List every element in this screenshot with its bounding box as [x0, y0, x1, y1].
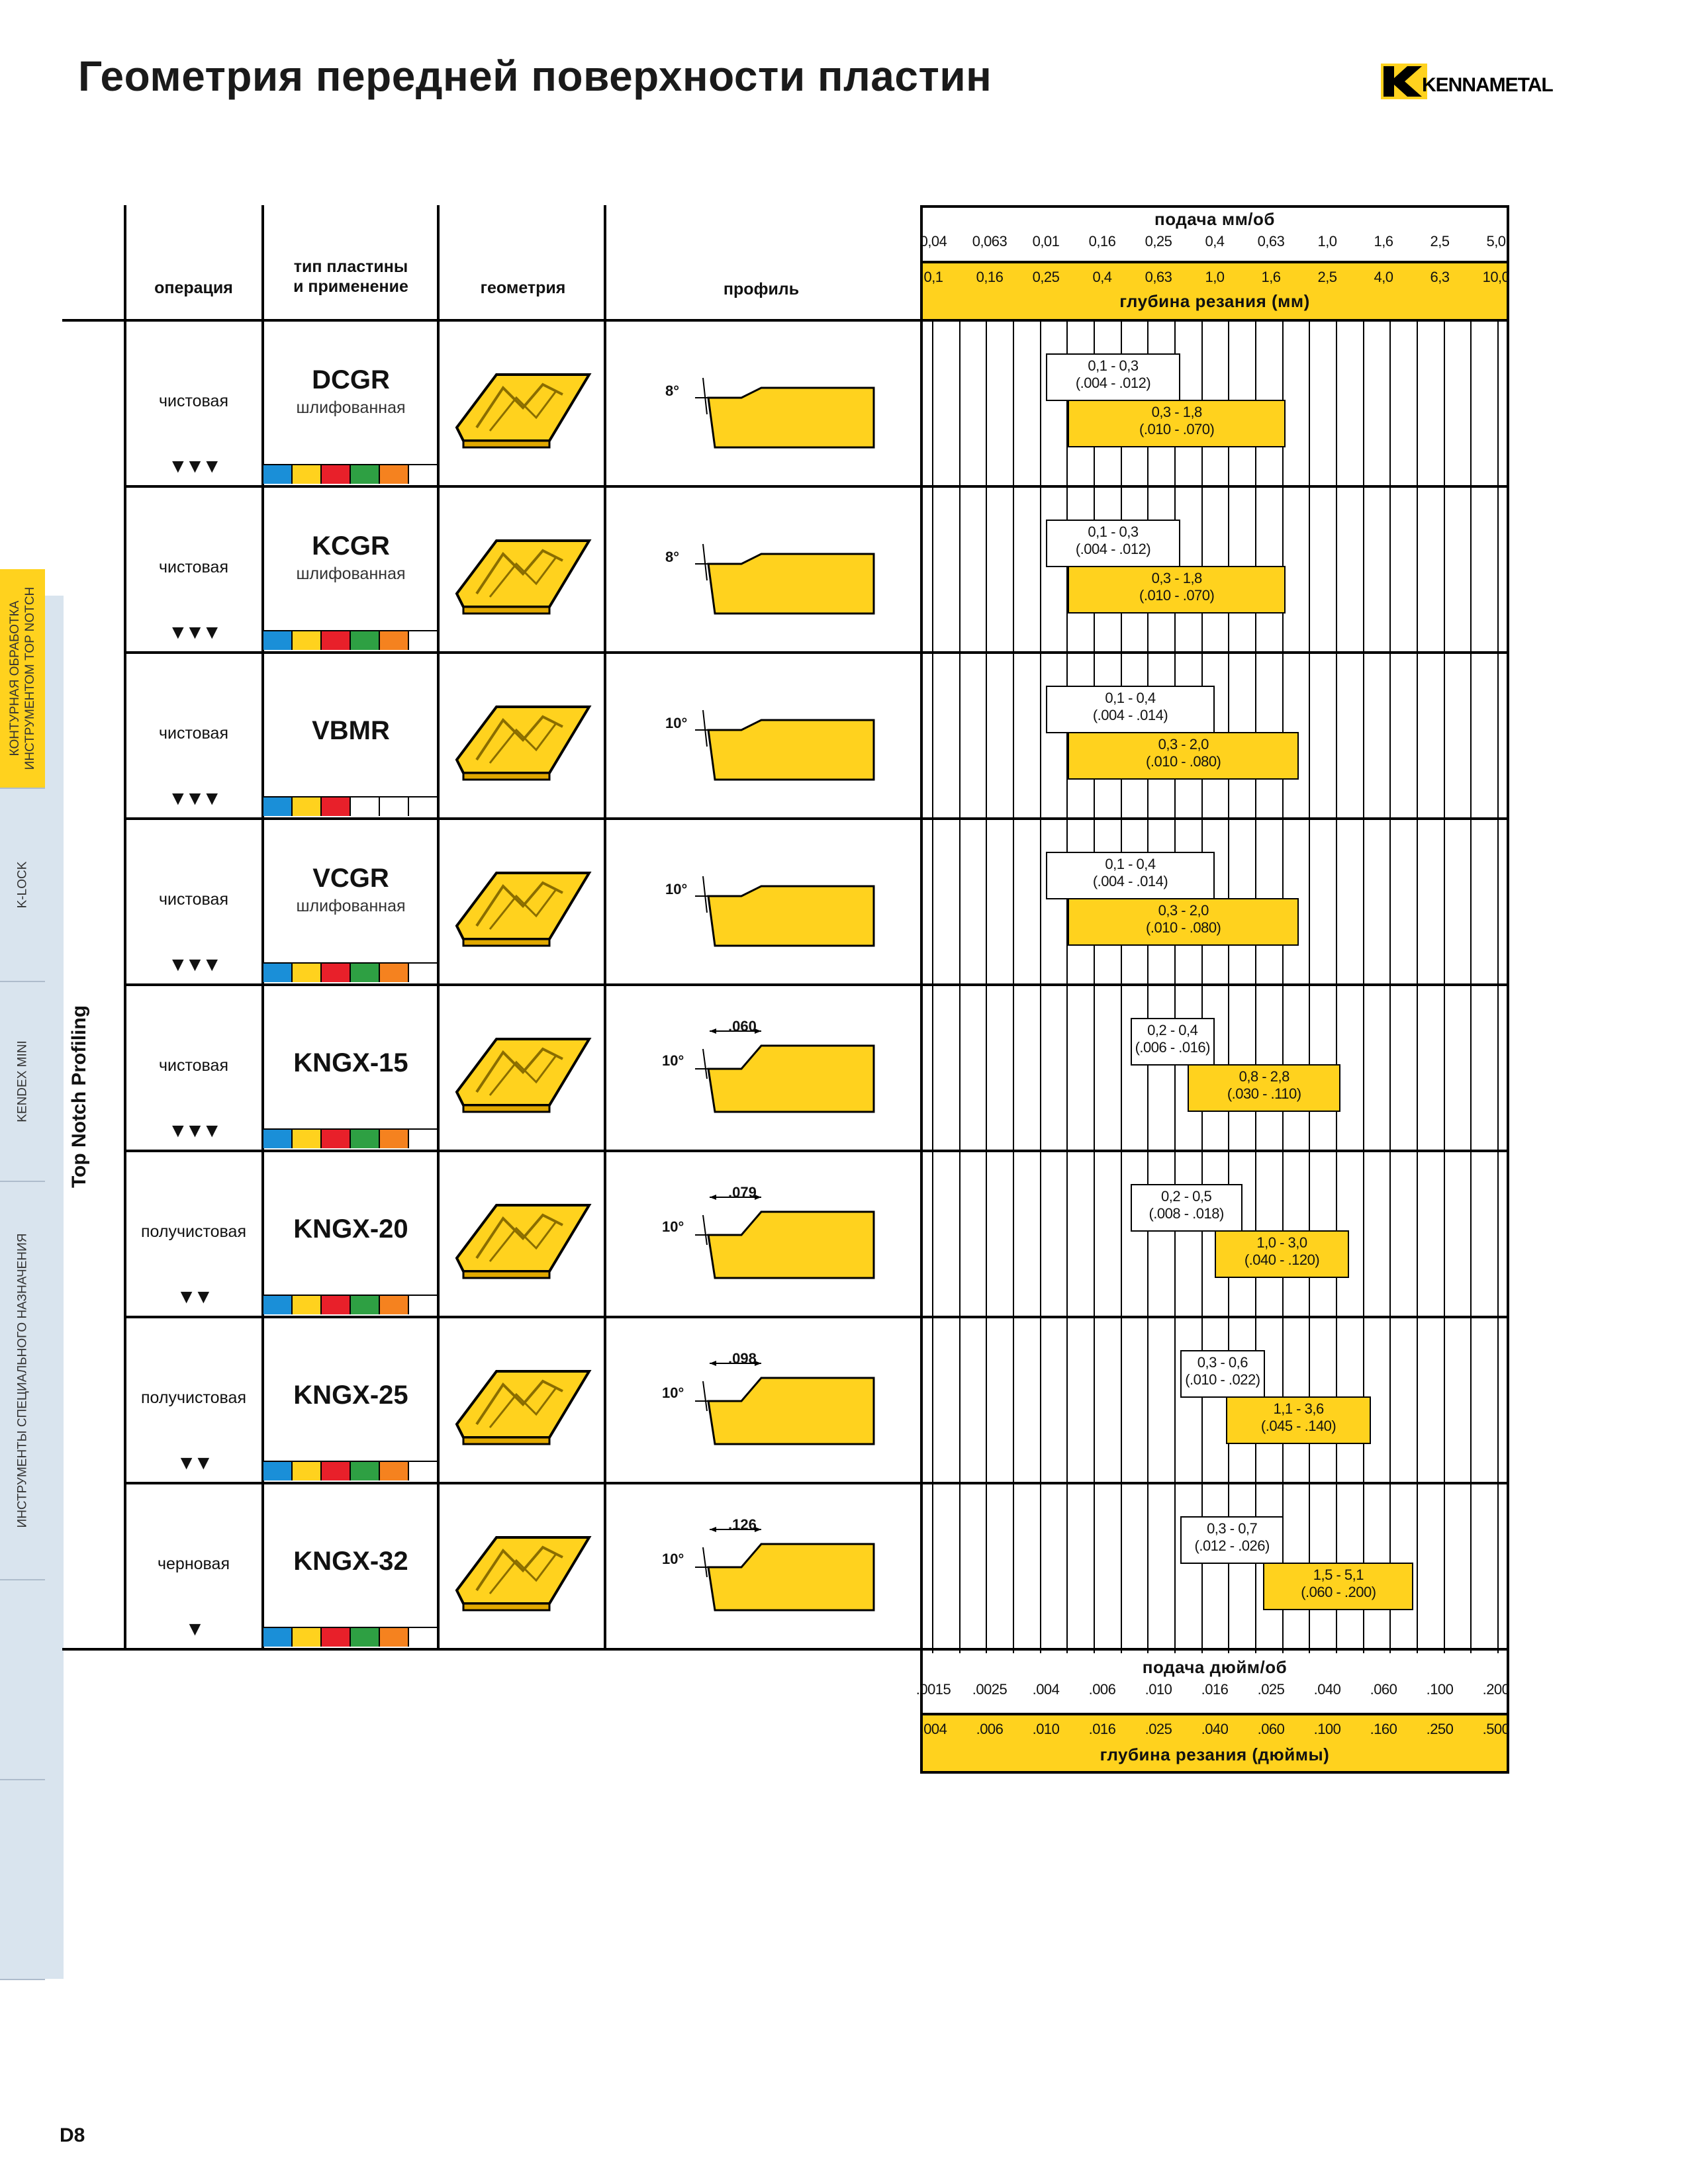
doc-range-box: [1068, 566, 1286, 614]
doc-range-box: [1068, 400, 1286, 447]
profile-angle: 10°: [662, 1551, 684, 1567]
grade-color-swatch: [351, 1462, 380, 1480]
chart-row-divider: [920, 485, 1509, 488]
doc-range-mm: 0,3 - 1,8: [1151, 404, 1202, 420]
bottom-feed-tick: .006: [1088, 1681, 1116, 1698]
grid-line: [986, 322, 987, 1653]
side-tab-label: K-LOCK: [15, 861, 30, 909]
grade-color-swatch: [322, 1462, 351, 1480]
grade-color-swatch: [322, 631, 351, 650]
doc-range-mm: 1,1 - 3,6: [1273, 1400, 1324, 1417]
feed-range-box: [1131, 1184, 1243, 1232]
side-tab-top-notch[interactable]: [0, 569, 45, 789]
feed-range-mm: 0,2 - 0,4: [1147, 1022, 1198, 1038]
grade-color-bar: [263, 796, 438, 816]
insert-type: VBMR: [312, 716, 390, 745]
grade-color-swatch: [351, 797, 380, 816]
grade-color-swatch: [380, 1130, 409, 1148]
top-doc-tick: 0,25: [1032, 269, 1060, 285]
grade-color-bar: [263, 630, 438, 650]
operation-triangles-icon: ▼▼: [176, 1452, 211, 1474]
insert-profile-icon: [655, 348, 880, 461]
insert-geometry-icon: [450, 1013, 596, 1125]
grade-color-swatch: [380, 1628, 409, 1647]
top-doc-label: глубина резания (мм): [1119, 291, 1310, 311]
insert-profile-icon: [655, 1179, 880, 1291]
grade-color-swatch: [351, 1296, 380, 1314]
doc-range-mm: 0,3 - 2,0: [1158, 736, 1209, 752]
chart-row-divider: [920, 1316, 1509, 1318]
axis-divider: [920, 319, 1509, 322]
feed-range-mm: 0,3 - 0,6: [1197, 1354, 1248, 1371]
doc-range-in: (.060 - .200): [1301, 1584, 1376, 1600]
grade-color-swatch: [351, 465, 380, 484]
grade-color-swatch: [380, 797, 409, 816]
grade-color-bar: [263, 1461, 438, 1480]
profile-angle: 10°: [662, 1052, 684, 1069]
side-tab-label-2: ИНСТРУМЕНТОМ TOP NOTCH: [23, 586, 37, 770]
grid-line: [1363, 322, 1364, 1653]
doc-range-mm: 1,0 - 3,0: [1256, 1234, 1307, 1251]
top-doc-tick: 4,0: [1374, 269, 1393, 285]
grade-color-bar: [263, 1627, 438, 1647]
operation-triangles-icon: ▼▼: [176, 1286, 211, 1308]
doc-range-box: [1215, 1230, 1349, 1278]
grade-color-swatch: [351, 1628, 380, 1647]
grade-color-swatch: [263, 1628, 293, 1647]
operation-label: черновая: [158, 1555, 230, 1573]
doc-range-mm: 0,3 - 2,0: [1158, 902, 1209, 919]
col-divider: [437, 205, 440, 1648]
insert-geometry-icon: [450, 846, 596, 959]
grade-color-swatch: [409, 797, 438, 816]
grid-line: [1389, 322, 1391, 1653]
header-insert-type-line2: и применение: [293, 277, 408, 296]
feed-range-box: [1131, 1018, 1215, 1066]
top-doc-tick: 10,0: [1482, 269, 1510, 285]
grade-color-swatch: [322, 797, 351, 816]
insert-geometry-icon: [450, 514, 596, 627]
feed-range-in: (.012 - .026): [1194, 1537, 1270, 1554]
bottom-doc-tick: .006: [976, 1721, 1004, 1737]
grade-color-swatch: [293, 1628, 322, 1647]
grade-color-swatch: [322, 1130, 351, 1148]
grade-color-swatch: [409, 1628, 438, 1647]
doc-range-box: [1188, 1064, 1341, 1112]
feed-range-mm: 0,1 - 0,4: [1105, 690, 1156, 706]
grid-line: [1470, 322, 1472, 1653]
side-tabs: [0, 569, 64, 1979]
insert-type: VCGR: [312, 864, 389, 893]
insert-subtype: шлифованная: [296, 398, 406, 417]
bottom-feed-tick: .200: [1482, 1681, 1510, 1698]
grade-color-swatch: [293, 1130, 322, 1148]
grade-color-swatch: [322, 465, 351, 484]
kennametal-k-icon: [1381, 64, 1427, 99]
bottom-doc-label: глубина резания (дюймы): [1100, 1745, 1330, 1764]
feed-range-mm: 0,1 - 0,3: [1088, 357, 1139, 374]
grade-color-swatch: [263, 631, 293, 650]
doc-range-mm: 0,3 - 1,8: [1151, 570, 1202, 586]
top-doc-tick: 6,3: [1430, 269, 1450, 285]
top-doc-tick: 1,0: [1205, 269, 1225, 285]
profile-notch: .098: [728, 1350, 757, 1367]
grid-line: [959, 322, 961, 1653]
bottom-feed-tick: .040: [1313, 1681, 1341, 1698]
grade-color-swatch: [293, 797, 322, 816]
grade-color-swatch: [322, 1628, 351, 1647]
bottom-feed-tick: .060: [1370, 1681, 1397, 1698]
profile-angle: 8°: [665, 549, 680, 565]
bottom-feed-tick: .025: [1257, 1681, 1285, 1698]
grid-line: [1282, 322, 1284, 1653]
profile-notch: .060: [728, 1018, 757, 1034]
top-doc-tick: 1,6: [1261, 269, 1281, 285]
family-label: Top Notch Profiling: [68, 1005, 90, 1189]
operation-triangles-icon: ▼▼▼: [167, 621, 220, 643]
doc-range-in: (.010 - .070): [1139, 587, 1215, 604]
operation-triangles-icon: ▼: [185, 1618, 203, 1640]
grid-line: [1497, 322, 1499, 1653]
row-divider: [126, 1482, 920, 1484]
top-doc-tick: 0,63: [1145, 269, 1172, 285]
top-feed-tick: 0,04: [919, 233, 947, 250]
operation-label: чистовая: [158, 392, 228, 410]
header-operation: операция: [154, 279, 233, 297]
insert-profile-icon: [655, 514, 880, 627]
doc-range-mm: 0,8 - 2,8: [1239, 1068, 1289, 1085]
header-profile: профиль: [723, 280, 800, 298]
row-divider: [126, 651, 920, 654]
side-tab-label: KENDEX MINI: [15, 1040, 30, 1122]
grade-color-swatch: [380, 465, 409, 484]
insert-profile-icon: [655, 1511, 880, 1623]
top-feed-tick: 1,6: [1374, 233, 1393, 250]
axis-divider: [920, 261, 1509, 263]
grade-color-swatch: [380, 964, 409, 982]
grade-color-bar: [263, 1295, 438, 1314]
grade-color-swatch: [380, 1462, 409, 1480]
insert-type: KNGX-15: [293, 1048, 408, 1077]
operation-label: получистовая: [141, 1222, 246, 1241]
col-divider: [124, 205, 126, 1648]
row-divider: [126, 1150, 920, 1152]
grade-color-swatch: [380, 631, 409, 650]
grade-color-swatch: [263, 1462, 293, 1480]
feed-range-mm: 0,1 - 0,4: [1105, 856, 1156, 872]
top-feed-tick: 0,25: [1145, 233, 1172, 250]
insert-subtype: шлифованная: [296, 897, 406, 915]
insert-profile-icon: [655, 1013, 880, 1125]
header-divider: [62, 319, 920, 322]
bottom-feed-tick: .010: [1145, 1681, 1172, 1698]
bottom-feed-tick: .0015: [915, 1681, 951, 1698]
page-title: Геометрия передней поверхности пластин: [78, 52, 992, 100]
row-divider: [126, 817, 920, 820]
side-tab-kendex-mini[interactable]: [0, 982, 45, 1182]
top-feed-tick: 2,5: [1430, 233, 1450, 250]
grade-color-swatch: [263, 1130, 293, 1148]
top-doc-tick: 2,5: [1317, 269, 1337, 285]
top-feed-tick: 5,0: [1486, 233, 1506, 250]
operation-triangles-icon: ▼▼▼: [167, 788, 220, 809]
insert-type: KCGR: [312, 531, 390, 561]
top-feed-tick: 0,4: [1205, 233, 1225, 250]
bottom-feed-tick: .0025: [972, 1681, 1008, 1698]
grade-color-swatch: [409, 1296, 438, 1314]
doc-range-box: [1068, 898, 1299, 946]
side-tab-label: ИНСТРУМЕНТЫ СПЕЦИАЛЬНОГО НАЗНАЧЕНИЯ: [15, 1233, 30, 1528]
top-doc-tick: 0,4: [1092, 269, 1112, 285]
grade-color-swatch: [293, 465, 322, 484]
grade-color-swatch: [409, 465, 438, 484]
feed-range-mm: 0,1 - 0,3: [1088, 523, 1139, 540]
operation-label: чистовая: [158, 1056, 228, 1075]
row-divider: [126, 1316, 920, 1318]
top-feed-tick: 0,01: [1032, 233, 1060, 250]
grade-color-swatch: [409, 631, 438, 650]
insert-profile-icon: [655, 1345, 880, 1457]
chart-row-divider: [920, 983, 1509, 986]
side-tab-special-tools[interactable]: [0, 1182, 45, 1580]
chart-row-divider: [920, 817, 1509, 820]
grid-line: [1201, 322, 1203, 1653]
grid-line: [1444, 322, 1445, 1653]
operation-triangles-icon: ▼▼▼: [167, 1120, 220, 1142]
insert-geometry-icon: [450, 680, 596, 793]
grade-color-bar: [263, 1128, 438, 1148]
feed-range-in: (.008 - .018): [1149, 1205, 1224, 1222]
grid-line: [1336, 322, 1337, 1653]
grade-color-swatch: [293, 964, 322, 982]
grid-line: [1255, 322, 1256, 1653]
header-geometry: геометрия: [480, 279, 566, 297]
chart-row-divider: [920, 1150, 1509, 1152]
doc-range-in: (.010 - .080): [1146, 919, 1221, 936]
bottom-doc-tick: .060: [1257, 1721, 1285, 1737]
chart-row-divider: [920, 651, 1509, 654]
insert-type: KNGX-20: [293, 1214, 408, 1244]
profile-notch: .126: [728, 1516, 757, 1533]
feed-range-box: [1180, 1350, 1265, 1398]
insert-subtype: шлифованная: [296, 565, 406, 583]
bottom-feed-tick: .100: [1426, 1681, 1454, 1698]
feed-range-in: (.004 - .014): [1092, 707, 1168, 723]
col-divider: [261, 205, 264, 1648]
side-tab-empty-2[interactable]: [0, 1780, 45, 1980]
doc-range-in: (.010 - .080): [1146, 753, 1221, 770]
feed-range-box: [1180, 1516, 1284, 1564]
header-insert-type: [265, 257, 437, 296]
bottom-doc-tick: .100: [1313, 1721, 1341, 1737]
bottom-doc-tick: .250: [1426, 1721, 1454, 1737]
grade-color-bar: [263, 962, 438, 982]
top-feed-tick: 0,16: [1088, 233, 1116, 250]
grade-color-swatch: [263, 465, 293, 484]
top-doc-tick: 0,16: [976, 269, 1004, 285]
operation-label: чистовая: [158, 558, 228, 576]
chart-row-divider: [920, 1482, 1509, 1484]
profile-angle: 10°: [662, 1385, 684, 1401]
feed-range-mm: 0,3 - 0,7: [1207, 1520, 1258, 1537]
doc-range-in: (.040 - .120): [1244, 1251, 1320, 1268]
grade-color-swatch: [380, 1296, 409, 1314]
insert-type: DCGR: [312, 365, 390, 394]
grade-color-swatch: [409, 1130, 438, 1148]
insert-profile-icon: [655, 846, 880, 959]
grid-line: [1309, 322, 1310, 1653]
doc-range-box: [1226, 1396, 1371, 1444]
operation-label: чистовая: [158, 724, 228, 743]
feed-range-box: [1046, 852, 1215, 899]
bottom-doc-tick: .010: [1032, 1721, 1060, 1737]
grade-color-swatch: [263, 964, 293, 982]
grade-color-swatch: [263, 1296, 293, 1314]
top-feed-tick: 1,0: [1317, 233, 1337, 250]
grade-color-bar: [263, 464, 438, 484]
side-tab-empty-1[interactable]: [0, 1580, 45, 1780]
insert-type: KNGX-25: [293, 1381, 408, 1410]
feed-range-in: (.010 - .022): [1185, 1371, 1260, 1388]
side-tab-k-lock[interactable]: [0, 789, 45, 982]
bottom-feed-tick: .004: [1032, 1681, 1060, 1698]
top-feed-tick: 0,063: [972, 233, 1008, 250]
insert-geometry-icon: [450, 348, 596, 461]
profile-angle: 10°: [665, 715, 688, 731]
grid-line: [1040, 322, 1041, 1653]
top-feed-tick: 0,63: [1257, 233, 1285, 250]
grade-color-swatch: [409, 964, 438, 982]
doc-range-in: (.030 - .110): [1227, 1085, 1301, 1102]
grade-color-swatch: [293, 631, 322, 650]
doc-range-in: (.010 - .070): [1139, 421, 1215, 437]
top-doc-tick: 0,1: [923, 269, 943, 285]
kennametal-logo: [1381, 64, 1553, 99]
doc-range-in: (.045 - .140): [1260, 1418, 1336, 1434]
grid-line: [1013, 322, 1014, 1653]
top-feed-label: подача мм/об: [1154, 209, 1275, 229]
insert-geometry-icon: [450, 1179, 596, 1291]
grade-color-swatch: [263, 797, 293, 816]
operation-label: чистовая: [158, 890, 228, 909]
grade-color-swatch: [322, 1296, 351, 1314]
grade-color-swatch: [322, 964, 351, 982]
doc-range-box: [1068, 732, 1299, 780]
bottom-feed-tick: .016: [1201, 1681, 1229, 1698]
bottom-doc-tick: .025: [1145, 1721, 1172, 1737]
insert-profile-icon: [655, 680, 880, 793]
insert-geometry-icon: [450, 1345, 596, 1457]
bottom-doc-tick: .040: [1201, 1721, 1229, 1737]
grid-line: [1228, 322, 1229, 1653]
col-divider: [604, 205, 606, 1648]
bottom-doc-tick: .500: [1482, 1721, 1510, 1737]
feed-range-in: (.004 - .014): [1092, 873, 1168, 889]
insert-type: KNGX-32: [293, 1547, 408, 1576]
row-divider: [126, 485, 920, 488]
profile-angle: 10°: [662, 1218, 684, 1235]
feed-range-in: (.004 - .012): [1075, 541, 1151, 557]
profile-angle: 10°: [665, 881, 688, 897]
grade-color-swatch: [351, 964, 380, 982]
doc-range-box: [1263, 1563, 1413, 1610]
profile-angle: 8°: [665, 383, 680, 399]
grid-line: [1417, 322, 1418, 1653]
axis-divider: [920, 1648, 1509, 1651]
bottom-doc-tick: .004: [919, 1721, 947, 1737]
side-tab-label: КОНТУРНАЯ ОБРАБОТКА: [8, 600, 22, 756]
feed-range-box: [1046, 520, 1180, 567]
header-insert-type-line1: тип пластины: [293, 257, 408, 276]
feed-depth-chart: [915, 205, 1510, 1774]
grade-color-swatch: [351, 1130, 380, 1148]
grade-color-swatch: [293, 1462, 322, 1480]
bottom-doc-tick: .016: [1088, 1721, 1116, 1737]
grade-color-swatch: [293, 1296, 322, 1314]
row-divider: [126, 983, 920, 986]
operation-label: получистовая: [141, 1388, 246, 1407]
insert-geometry-icon: [450, 1511, 596, 1623]
profile-notch: .079: [728, 1184, 757, 1201]
bottom-feed-label: подача дюйм/об: [1142, 1657, 1288, 1677]
feed-range-mm: 0,2 - 0,5: [1161, 1188, 1212, 1205]
operation-triangles-icon: ▼▼▼: [167, 954, 220, 976]
feed-range-box: [1046, 686, 1215, 733]
feed-range-box: [1046, 353, 1180, 401]
grade-color-swatch: [409, 1462, 438, 1480]
bottom-doc-tick: .160: [1370, 1721, 1397, 1737]
feed-range-in: (.006 - .016): [1135, 1039, 1210, 1056]
logo-text: KENNAMETAL: [1422, 74, 1553, 96]
grade-color-swatch: [351, 631, 380, 650]
feed-range-in: (.004 - .012): [1075, 375, 1151, 391]
operation-triangles-icon: ▼▼▼: [167, 455, 220, 477]
page-number: D8: [60, 2124, 85, 2146]
doc-range-mm: 1,5 - 5,1: [1313, 1567, 1364, 1583]
table-bottom: [62, 1648, 920, 1651]
grid-line: [932, 322, 933, 1653]
